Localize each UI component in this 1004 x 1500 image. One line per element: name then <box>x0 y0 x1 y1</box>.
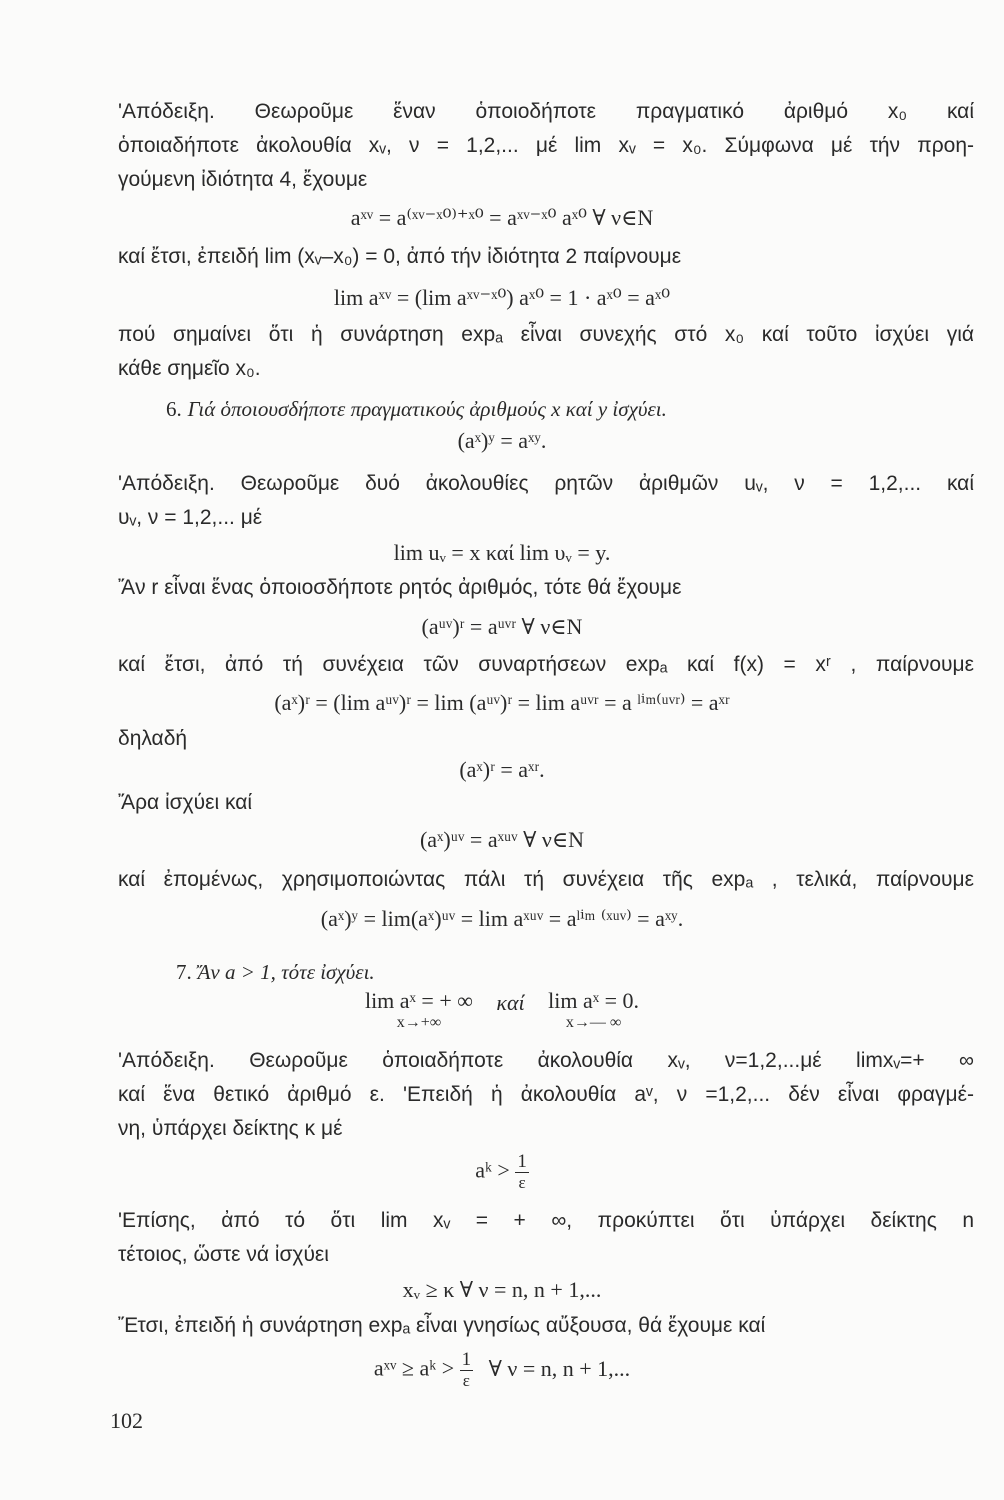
proof1-line3: γούμενη ἰδιότητα 4, ἔχουμε <box>118 168 368 191</box>
proof3-equation1-left: aᵏ > <box>475 1157 510 1183</box>
proof3-line5: τέτοιος, ὥστε νά ἰσχύει <box>118 1243 329 1266</box>
proof3-equation3 <box>0 1350 1004 1391</box>
proof3-line3: νη, ὑπάρχει δείκτης κ μέ <box>118 1117 343 1140</box>
limit-plus-infinity-expr: lim aˣ = + ∞ <box>364 988 473 1013</box>
proof2-equation2: (aᵘᵛ)ʳ = aᵘᵛʳ ∀ ν∈N <box>421 614 583 639</box>
proof3-equation3-left: aˣᵛ ≥ aᵏ > <box>373 1355 455 1381</box>
proof2-equation4: (aˣ)ʳ = aˣʳ. <box>459 757 545 782</box>
proof2-line3: Ἄν r εἶναι ἕνας ὁποιοσδήποτε ρητός ἀριθμός, τότε θά ἔχουμε <box>118 576 682 599</box>
proposition-7 <box>176 955 966 990</box>
proof2-line2: υᵥ, ν = 1,2,... μέ <box>118 506 263 529</box>
limits-conjunction: καί <box>496 990 525 1015</box>
proof3-equation3-right: ∀ ν = n, n + 1,... <box>488 1355 631 1381</box>
proof2-equation5: (aˣ)ᵘᵛ = aˣᵘᵛ ∀ ν∈N <box>419 827 585 852</box>
proof2-line1: 'Απόδειξη. Θεωροῦμε δυό ἀκολουθίες ρητῶν ἀριθμῶν uᵥ, ν = 1,2,... καί <box>118 472 974 495</box>
proposition-7-number: 7. <box>176 960 192 984</box>
proof3-line1: 'Απόδειξη. Θεωροῦμε ὁποιαδήποτε ἀκολουθία xᵥ, ν=1,2,...μέ limxᵥ=+ ∞ <box>118 1049 974 1072</box>
proposition-7-limits <box>0 988 1004 1032</box>
proof3-equation2: xᵥ ≥ κ ∀ ν = n, n + 1,... <box>402 1277 602 1302</box>
fraction-one-over-epsilon-2 <box>460 1350 474 1391</box>
fraction-numerator: 1 <box>517 1151 527 1172</box>
proof3-equation1 <box>0 1152 1004 1193</box>
proof2-equation1: lim uᵥ = x καί lim υᵥ = y. <box>393 540 611 565</box>
limit-plus-infinity-sub: x→+∞ <box>396 1014 442 1031</box>
proof1-line2: ὁποιαδήποτε ἀκολουθία xᵥ, ν = 1,2,... μέ lim xᵥ = x₀. Σύμφωνα μέ τήν προη- <box>118 134 974 157</box>
proof3-line6: Ἔτσι, ἐπειδή ἡ συνάρτηση expₐ εἶναι γνησίως αὔξουσα, θά ἔχουμε καί <box>118 1314 766 1337</box>
proof2-equation3: (aˣ)ʳ = (lim aᵘᵛ)ʳ = lim (aᵘᵛ)ʳ = lim aᵘᵛʳ = a ˡⁱᵐ⁽ᵘᵛʳ⁾ = aˣʳ <box>274 690 730 715</box>
limit-plus-infinity <box>365 988 473 1032</box>
limit-minus-infinity-expr: lim aˣ = 0. <box>548 988 640 1013</box>
proof2-line7: καί ἐπομένως, χρησιμοποιώντας πάλι τή συνέχεια τῆς expₐ , τελικά, παίρνουμε <box>118 868 974 891</box>
limit-minus-infinity-sub: x→— ∞ <box>565 1014 622 1031</box>
proof3-line4: 'Επίσης, ἀπό τό ὅτι lim xᵥ = + ∞, προκύπτει ὅτι ὑπάρχει δείκτης n <box>118 1209 974 1232</box>
proof2-line6: Ἄρα ἰσχύει καί <box>118 791 253 814</box>
proof1-equation1: aˣᵛ = a⁽ˣᵛ⁻ˣ⁰⁾⁺ˣ⁰ = aˣᵛ⁻ˣ⁰ aˣ⁰ ∀ ν∈N <box>350 205 654 230</box>
proposition-6-equation: (aˣ)ʸ = aˣʸ. <box>457 428 547 453</box>
proof1-line6: κάθε σημεῖο x₀. <box>118 357 261 380</box>
proof1-line5: πού σημαίνει ὅτι ἡ συνάρτηση expₐ εἶναι συνεχής στό x₀ καί τοῦτο ἰσχύει γιά <box>118 323 974 346</box>
proof3-line2: καί ἕνα θετικό ἀριθμό ε. 'Επειδή ἡ ἀκολουθία aᵛ, ν =1,2,... δέν εἶναι φραγμέ- <box>118 1083 974 1106</box>
proof2-line5: δηλαδή <box>118 727 188 750</box>
proof1-line4: καί ἔτσι, ἐπειδή lim (xᵥ–x₀) = 0, ἀπό τήν ἰδιότητα 2 παίρνουμε <box>118 245 682 268</box>
proof2-equation6: (aˣ)ʸ = lim(aˣ)ᵘᵛ = lim aˣᵘᵛ = aˡⁱᵐ ⁽ˣᵘᵛ⁾ = aˣʸ. <box>320 906 684 931</box>
fraction-denominator: ε <box>518 1173 526 1192</box>
proposition-6-number: 6. <box>166 397 182 421</box>
fraction-denominator: ε <box>462 1371 470 1390</box>
page-number: 102 <box>110 1408 143 1433</box>
proof1-line1: 'Απόδειξη. Θεωροῦμε ἕναν ὁποιοδήποτε πραγματικό ἀριθμό x₀ καί <box>118 100 974 123</box>
proof2-line4: καί ἔτσι, ἀπό τή συνέχεια τῶν συναρτήσεων expₐ καί f(x) = xʳ , παίρνουμε <box>118 653 974 676</box>
limit-minus-infinity <box>548 988 639 1032</box>
proposition-6 <box>166 392 966 427</box>
proposition-7-statement: Ἄν a > 1, τότε ἰσχύει. <box>197 960 375 984</box>
fraction-one-over-epsilon <box>515 1152 529 1193</box>
proof1-equation2: lim aˣᵛ = (lim aˣᵛ⁻ˣ⁰) aˣ⁰ = 1 · aˣ⁰ = aˣ⁰ <box>333 285 671 310</box>
proposition-6-statement: Γιά ὁποιουσδήποτε πραγματικούς ἀριθμούς x καί y ἰσχύει. <box>187 397 667 421</box>
fraction-numerator: 1 <box>461 1349 472 1370</box>
